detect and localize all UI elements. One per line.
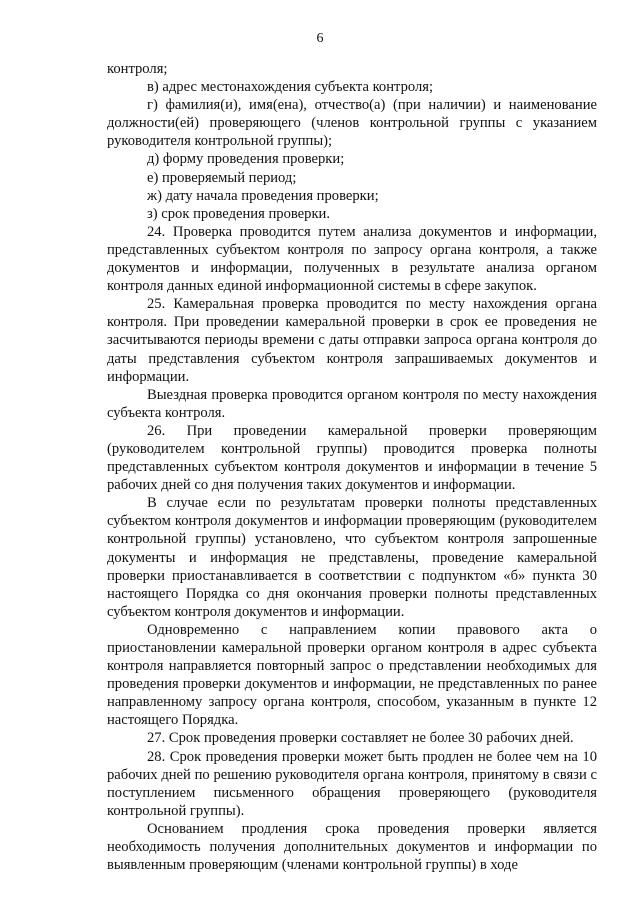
paragraph: Выездная проверка проводится органом контроля по месту нахождения субъекта контроля. [107,386,597,421]
paragraph: ж) дату начала проведения проверки; [147,187,379,204]
paragraph: 28. Срок проведения проверки может быть продлен не более чем на 10 рабочих дней по решению руководителя органа контроля, принятому в связи с поступлением письменного обращения проверяющего (руководителя контрольной группы). [107,748,597,819]
paragraph: 25. Камеральная проверка проводится по месту нахождения органа контроля. При проведении камеральной проверки в срок ее проведения не засчитываются периоды времени с даты отправки запроса органа контроля до даты представления субъектом контроля запрашиваемых документов и информации. [107,296,597,385]
paragraph: В случае если по результатам проверки полноты представленных субъектом контроля документов и информации проверяющим (руководителем контрольной группы) установлено, что субъектом контроля запрошенные документы и информация не представлены, проведение камеральной проверки приостанавливается в соответствии с подпунктом «б» пункта 30 настоящего Порядка со дня окончания проверки полноты представленных субъектом контроля документов и информации. [107,495,597,620]
paragraph: 24. Проверка проводится путем анализа документов и информации, представленных субъектом контроля по запросу органа контроля, а также документов и информации, полученных в результате анализа органом контроля данных единой информационной системы в сфере закупок. [107,223,597,295]
document-body [107,60,597,874]
paragraph: в) адрес местонахождения субъекта контроля; [147,79,434,96]
page-number: 6 [316,31,324,46]
paragraph: контроля; [107,61,168,77]
paragraph: з) срок проведения проверки. [147,205,330,222]
paragraph: Одновременно с направлением копии правового акта о приостановлении камеральной проверки органом контроля в адрес субъекта контроля направляется повторный запрос о представлении необходимых для проведения проверки документов и информации, не представленных по ранее направленному запросу органа контроля, способом, указанным в пункте 12 настоящего Порядка. [107,621,597,729]
paragraph: 27. Срок проведения проверки составляет не более 30 рабочих дней. [147,730,574,747]
paragraph: Основанием продления срока проведения проверки является необходимость получения дополнительных документов и информации по выявленным проверяющим (членами контрольной группы) в ходе [107,820,597,874]
paragraph: д) форму проведения проверки; [147,151,345,168]
paragraph: г) фамилия(и), имя(ена), отчество(а) (при наличии) и наименование должности(ей) проверяющего (членов контрольной группы с указанием руководителя контрольной группы); [107,97,597,150]
paragraph: 26. При проведении камеральной проверки проверяющим (руководителем контрольной группы) проводится проверка полноты представленных субъектом контроля документов и информации в течение 5 рабочих дней со дня получения таких документов и информации. [107,422,597,494]
paragraph: е) проверяемый период; [147,169,297,186]
